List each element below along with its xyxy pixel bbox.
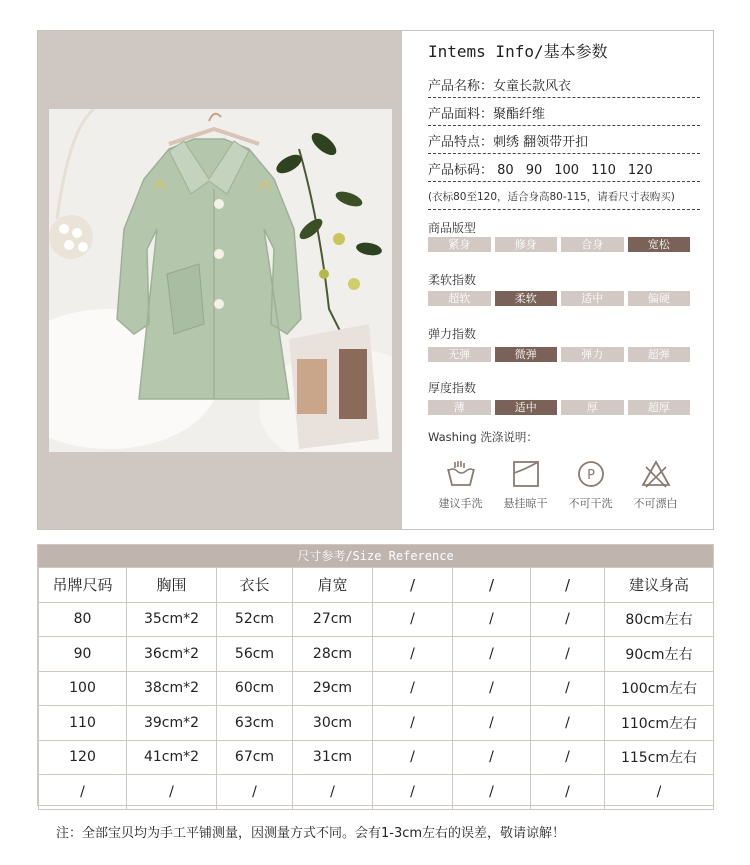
size-note: (衣标80至120，适合身高80-115，请看尺寸表购买) <box>428 191 675 203</box>
table-cell: 31cm <box>293 740 373 775</box>
table-cell: / <box>531 740 605 775</box>
table-cell: / <box>373 637 453 672</box>
prop-label: 产品标码： <box>428 163 494 178</box>
prop-label: 产品面料： <box>428 107 494 122</box>
table-cell: / <box>531 775 605 810</box>
table-cell: / <box>453 775 531 810</box>
table-cell: 110cm左右 <box>605 706 714 741</box>
column-header: 吊牌尺码 <box>39 568 127 603</box>
table-cell: 30cm <box>293 706 373 741</box>
table-cell: / <box>39 775 127 810</box>
no-dry-clean-icon <box>575 459 607 489</box>
column-header: / <box>453 568 531 603</box>
table-cell: 120 <box>39 740 127 775</box>
table-cell: / <box>373 740 453 775</box>
table-cell: 52cm <box>217 602 293 637</box>
table-cell: / <box>293 775 373 810</box>
table-cell: 35cm*2 <box>127 602 217 637</box>
thickness-scale-title: 厚度指数 <box>428 381 477 395</box>
table-cell: 90cm左右 <box>605 637 714 672</box>
size-table-header: 尺寸参考/Size Reference <box>38 545 713 567</box>
product-photo <box>49 109 392 452</box>
divider <box>428 209 700 210</box>
table-cell: / <box>453 740 531 775</box>
table-cell: 115cm左右 <box>605 740 714 775</box>
scale-option: 无弹 <box>428 347 491 362</box>
table-cell: 60cm <box>217 671 293 706</box>
info-title: Intems Info/基本参数 <box>428 42 608 61</box>
scale-option: 紧身 <box>428 237 491 252</box>
wash-item <box>493 459 558 511</box>
wash-item <box>428 459 493 511</box>
scale-option: 超厚 <box>628 400 691 415</box>
prop-label: 产品名称： <box>428 79 494 94</box>
wash-item <box>558 459 623 511</box>
column-header: 衣长 <box>217 568 293 603</box>
table-cell: / <box>373 602 453 637</box>
washing-title: Washing 洗涤说明： <box>428 430 538 444</box>
size-code: 90 <box>525 163 543 178</box>
size-reference-panel <box>37 544 714 806</box>
photo-background <box>38 31 402 529</box>
no-bleach-icon <box>640 459 672 489</box>
wash-label: 建议手洗 <box>438 497 483 510</box>
elasticity-scale <box>428 347 690 362</box>
table-cell: 38cm*2 <box>127 671 217 706</box>
fit-scale-title: 商品版型 <box>428 221 477 235</box>
table-cell: / <box>453 706 531 741</box>
table-cell: 28cm <box>293 637 373 672</box>
column-header: / <box>531 568 605 603</box>
table-cell: 63cm <box>217 706 293 741</box>
washing-instructions <box>428 459 688 511</box>
size-code: 120 <box>627 163 653 178</box>
scale-option: 厚 <box>561 400 624 415</box>
table-cell: / <box>605 775 714 810</box>
table-cell: 80cm左右 <box>605 602 714 637</box>
scale-option: 微弹 <box>495 347 558 362</box>
table-cell: 110 <box>39 706 127 741</box>
column-header: 建议身高 <box>605 568 714 603</box>
table-cell: 41cm*2 <box>127 740 217 775</box>
table-cell: 67cm <box>217 740 293 775</box>
wash-label: 不可漂白 <box>633 497 678 510</box>
scale-option: 柔软 <box>495 291 558 306</box>
hand-wash-icon <box>445 459 477 489</box>
table-cell: / <box>127 775 217 810</box>
scale-option: 超软 <box>428 291 491 306</box>
table-cell: / <box>531 671 605 706</box>
scale-option: 合身 <box>561 237 624 252</box>
softness-scale-title: 柔软指数 <box>428 273 477 287</box>
svg-text:P: P <box>586 468 595 483</box>
size-code: 80 <box>497 163 514 178</box>
table-cell: 100 <box>39 671 127 706</box>
table-cell: 56cm <box>217 637 293 672</box>
column-header: / <box>373 568 453 603</box>
table-cell: 29cm <box>293 671 373 706</box>
table-row <box>39 637 714 672</box>
scale-option: 弹力 <box>561 347 624 362</box>
scale-option: 修身 <box>495 237 558 252</box>
size-code: 100 <box>554 163 580 178</box>
prop-features <box>428 131 700 154</box>
table-cell: 90 <box>39 637 127 672</box>
table-row <box>39 671 714 706</box>
table-row <box>39 706 714 741</box>
table-cell: 100cm左右 <box>605 671 714 706</box>
product-info-panel <box>37 30 714 530</box>
footnote: 注：全部宝贝均为手工平铺测量，因测量方式不同。会有1-3cm左右的误差，敬请谅解！ <box>56 826 566 841</box>
table-cell: / <box>531 637 605 672</box>
scale-option: 宽松 <box>628 237 691 252</box>
scale-option: 适中 <box>561 291 624 306</box>
table-row <box>39 775 714 810</box>
table-cell: 39cm*2 <box>127 706 217 741</box>
prop-label: 产品特点： <box>428 135 494 150</box>
prop-size-codes <box>428 159 700 182</box>
table-cell: / <box>531 706 605 741</box>
prop-product-name <box>428 75 700 98</box>
table-row <box>39 602 714 637</box>
product-details <box>428 31 708 529</box>
scale-option: 偏硬 <box>628 291 691 306</box>
size-code: 110 <box>591 163 616 178</box>
scale-option: 适中 <box>495 400 558 415</box>
table-cell: 80 <box>39 602 127 637</box>
fit-scale <box>428 237 690 252</box>
table-cell: / <box>373 706 453 741</box>
table-header-row <box>39 568 714 603</box>
prop-fabric <box>428 103 700 126</box>
softness-scale <box>428 291 690 306</box>
prop-value: 刺绣 翻领带开扣 <box>493 135 589 150</box>
table-cell: / <box>373 671 453 706</box>
table-cell: / <box>531 602 605 637</box>
column-header: 胸围 <box>127 568 217 603</box>
table-cell: / <box>217 775 293 810</box>
column-header: 肩宽 <box>293 568 373 603</box>
table-cell: 36cm*2 <box>127 637 217 672</box>
wash-item <box>623 459 688 511</box>
table-cell: / <box>453 637 531 672</box>
size-table <box>38 567 714 810</box>
table-row <box>39 740 714 775</box>
wash-label: 悬挂晾干 <box>503 497 548 510</box>
prop-value: 女童长款风衣 <box>493 79 572 94</box>
table-cell: 27cm <box>293 602 373 637</box>
prop-value: 聚酯纤维 <box>493 107 546 122</box>
scale-option: 超弹 <box>628 347 691 362</box>
table-cell: / <box>453 602 531 637</box>
scale-option: 薄 <box>428 400 491 415</box>
table-cell: / <box>373 775 453 810</box>
elasticity-scale-title: 弹力指数 <box>428 327 477 341</box>
table-cell: / <box>453 671 531 706</box>
thickness-scale <box>428 400 690 415</box>
size-code-list <box>497 163 665 178</box>
wash-label: 不可干洗 <box>568 497 613 510</box>
hang-dry-icon <box>510 459 542 489</box>
